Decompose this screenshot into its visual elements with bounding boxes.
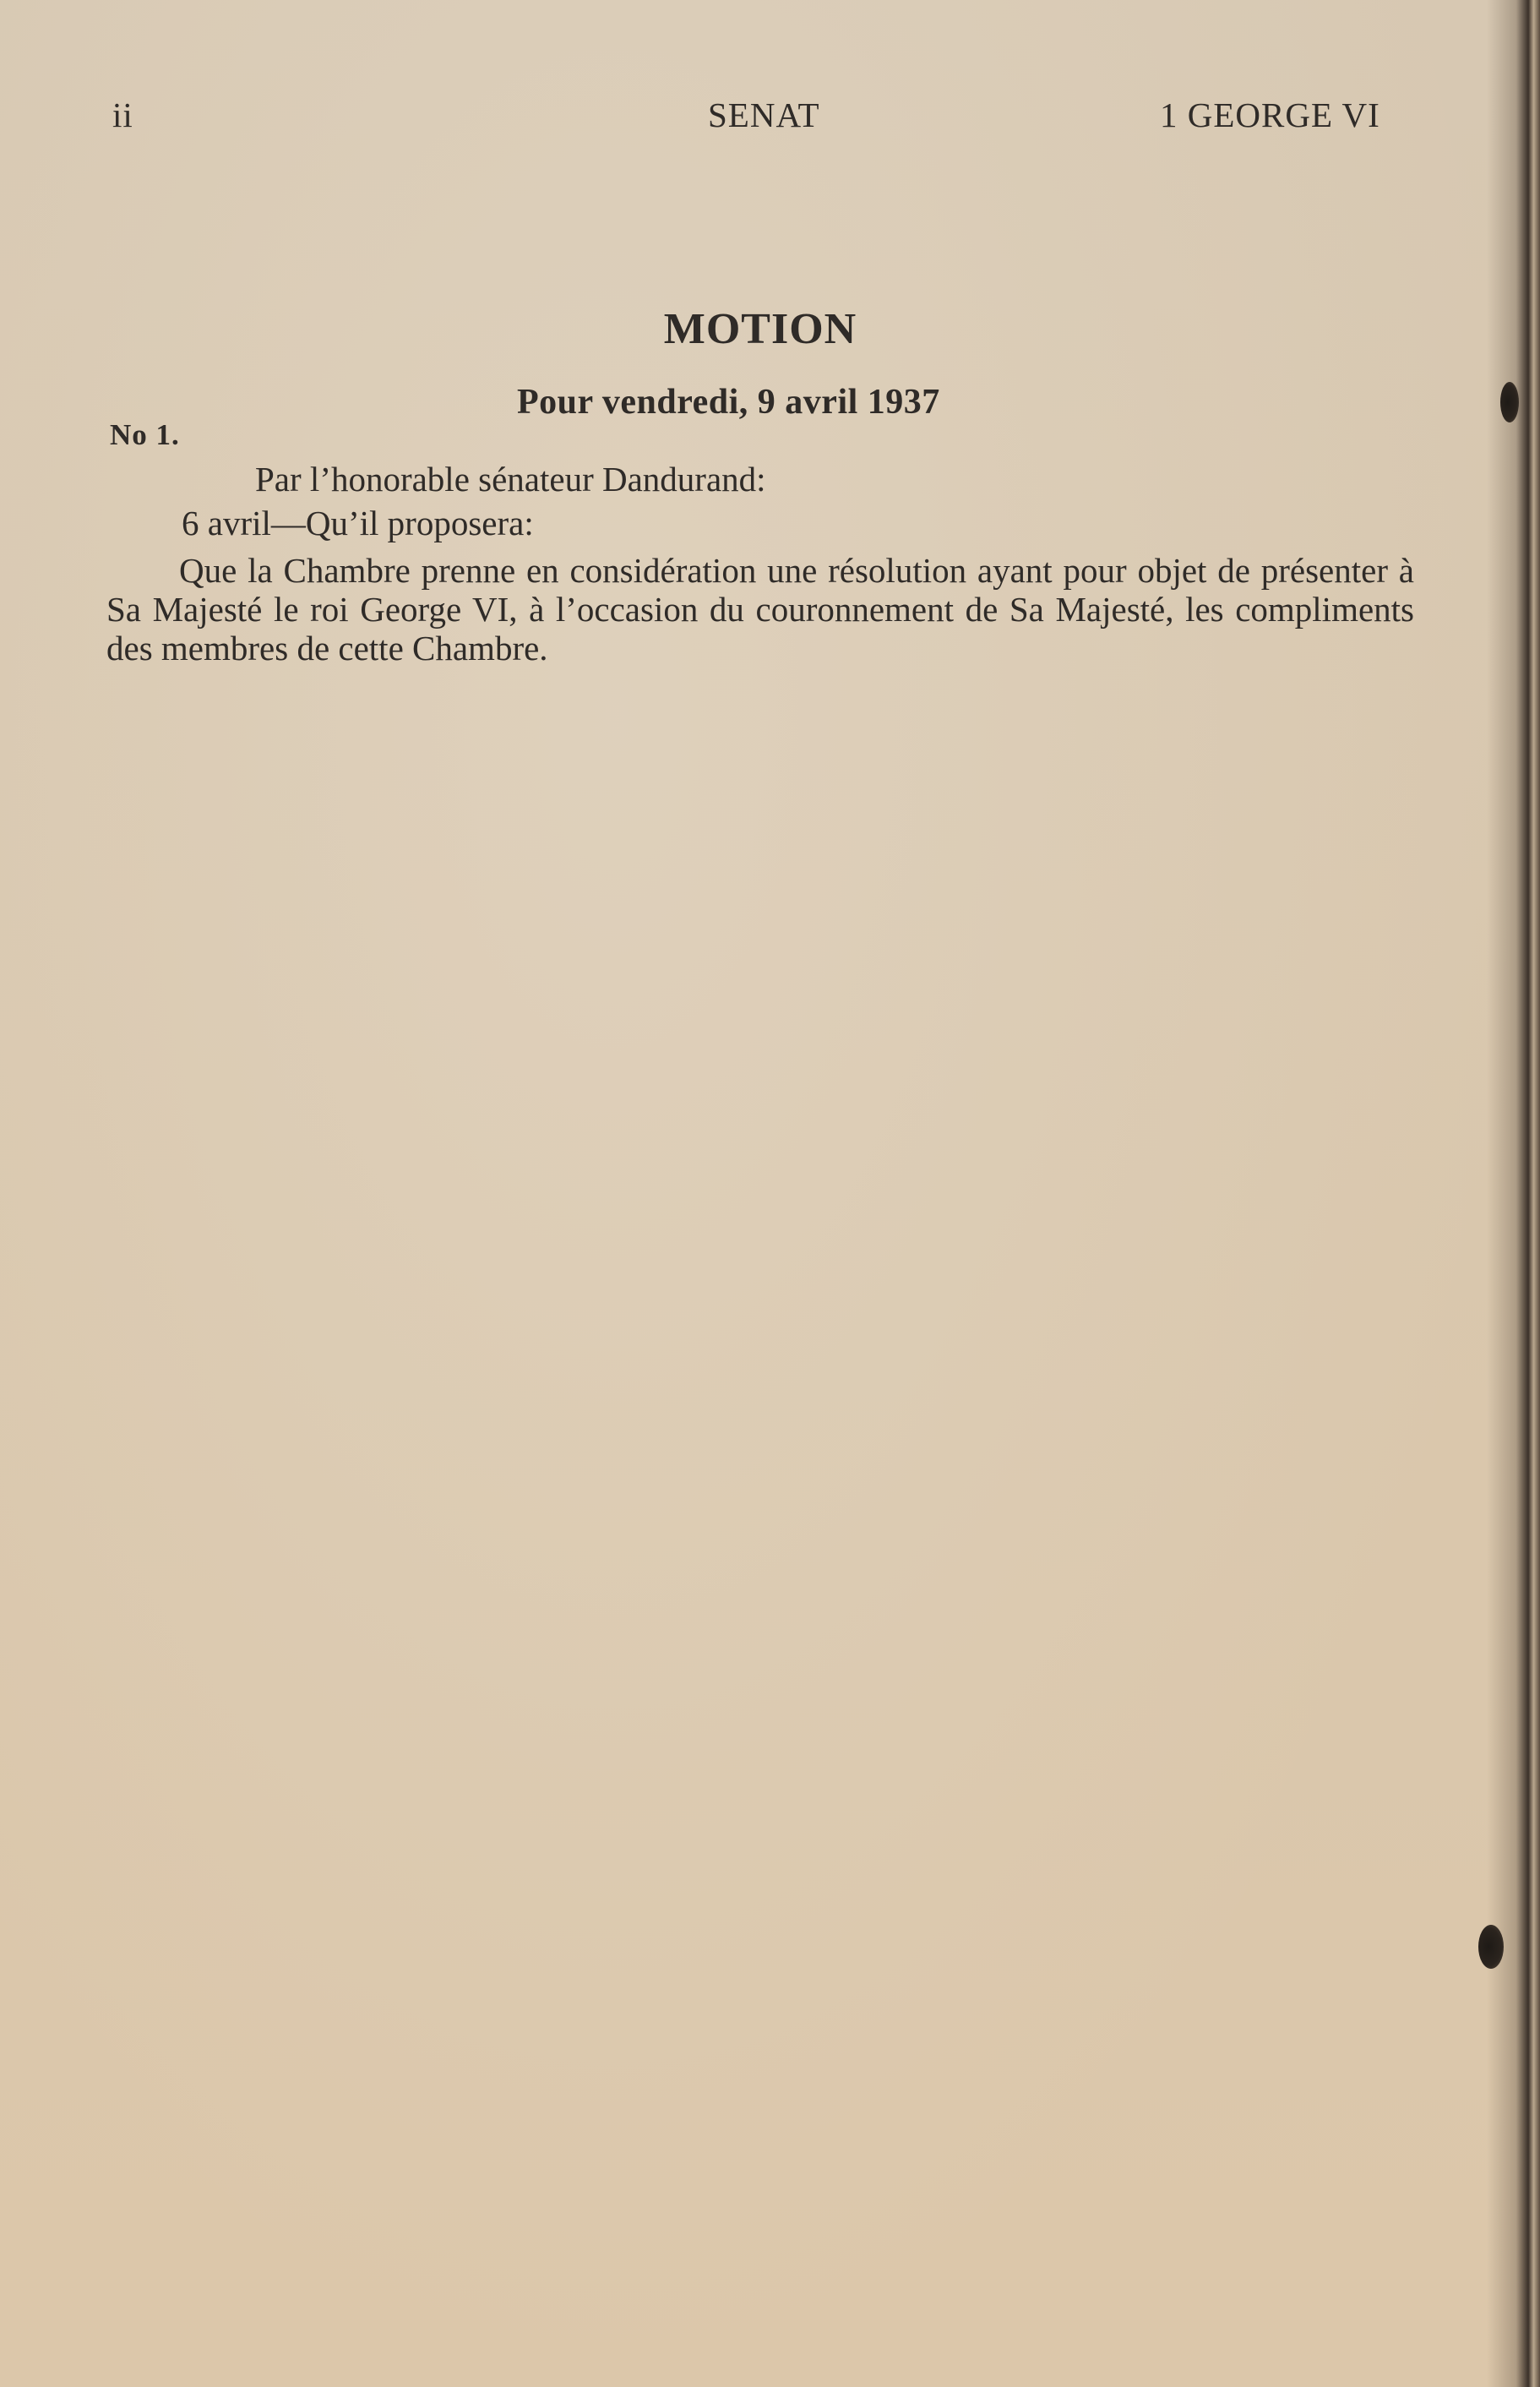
date-heading: Pour vendredi, 9 avril 1937 — [517, 383, 940, 422]
resolution-text: Que la Chambre prenne en considération une résolution ayant pour objet de présenter à Sa Majesté le roi George VI, à l’occasion du couronnement de Sa Majesté, les compliments des membres de cette Chambre. — [106, 551, 1414, 668]
punch-hole-top — [1500, 382, 1519, 422]
punch-hole-bottom — [1478, 1925, 1504, 1969]
notice-date-line: 6 avril—Qu’il proposera: — [182, 504, 534, 542]
binding-edge-shadow — [1487, 0, 1540, 2387]
running-head-session: 1 GEORGE VI — [1160, 95, 1380, 134]
mover-line: Par l’honorable sénateur Dandurand: — [255, 460, 766, 499]
running-head-chamber: SENAT — [708, 95, 820, 134]
page-number: ii — [112, 95, 133, 134]
item-number: No 1. — [110, 418, 180, 451]
page-title: MOTION — [663, 305, 857, 353]
